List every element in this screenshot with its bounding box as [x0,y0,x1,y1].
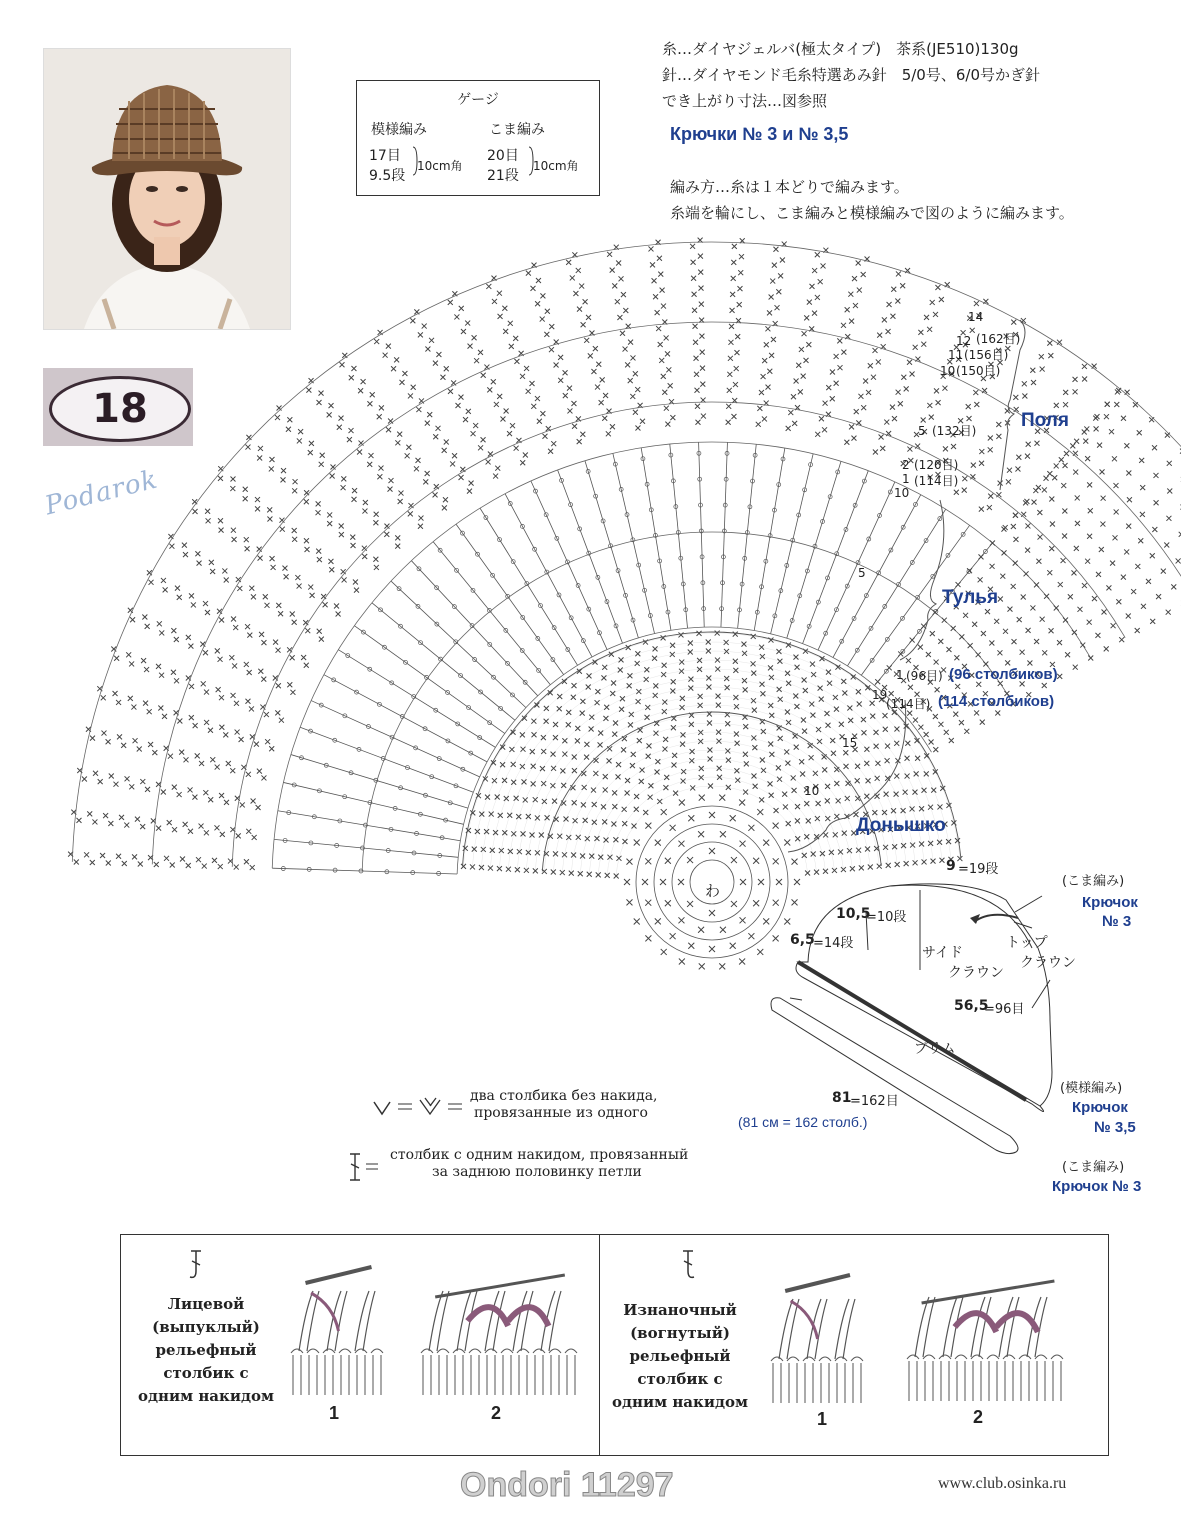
method-line2: 糸端を輪にし、こま編みと模様編みで図のように編みます。 [670,204,1074,222]
size-line: でき上がり寸法…図参照 [662,92,828,110]
dim-81: 81 [832,1090,852,1106]
row-count-5: (132目) [932,424,977,438]
row-count-2: (120目) [914,458,959,472]
label-koma2: (こま編み) [1062,1160,1125,1175]
dim-10-5-rows: =10段 [866,910,907,925]
back-post-step1-illustration [769,1269,877,1409]
gauge-col2-l1: 20目 [487,148,519,164]
pattern-number: 18 [49,376,191,442]
technique-divider [599,1235,600,1455]
crown-row-15: 15 [842,736,858,750]
gauge-col1-l1: 17目 [369,148,401,164]
label-moyo: (模様編み) [1060,1081,1123,1096]
row-label-5b: 5 [858,566,866,580]
section-bottom: Донышко [856,815,946,836]
row-label-11: 11 [948,348,964,362]
back-post-line: столбик с [637,1370,723,1388]
label-side-crown: クラウン [948,965,1004,981]
source-code: Ondori 11297 [460,1466,674,1504]
crown-row-1-ru: (96 столбиков) [949,666,1058,683]
back-step-2: 2 [973,1407,984,1427]
label-hook2: Крючок [1072,1099,1128,1116]
dim-81-ru: (81 см = 162 столб.) [738,1114,868,1130]
row-label-10b: 10 [894,486,910,500]
gauge-col2-unit: 10cm角 [533,159,579,173]
legend-symbol-dc [342,1150,382,1184]
label-top-crown: クラウン [1020,955,1076,971]
watermark: Podarok [42,464,161,522]
gauge-title: ゲージ [457,92,499,108]
front-post-line: (выпуклый) [152,1318,260,1336]
label-side: サイド [922,945,964,961]
dim-6-5: 6,5 [790,932,815,948]
gauge-col2-title: こま編み [489,122,545,138]
dim-9: 9 [946,858,956,874]
back-post-name [605,1299,755,1414]
front-post-name [131,1293,281,1408]
back-post-line: (вогнутый) [630,1324,730,1342]
row-label-5: 5 [918,424,926,438]
label-hook3: Крючок № 3 [1052,1178,1142,1195]
legend-2-line1: столбик с одним накидом, провязанный [390,1147,689,1163]
label-hook1: Крючок [1082,894,1138,911]
legend-1-line2: провязанные из одного [474,1105,648,1121]
back-post-line: Изнаночный [623,1301,737,1319]
back-post-line: одним накидом [611,1393,749,1411]
label-hook2-num: № 3,5 [1094,1119,1136,1136]
hat-shape-diagram [770,860,1070,1210]
row-label-14: 14 [968,310,984,324]
front-post-symbol [185,1247,209,1283]
legend-1-line1: два столбика без накида, [470,1088,658,1104]
front-step-1: 1 [329,1403,340,1423]
label-koma1: (こま編み) [1062,874,1125,889]
row-label-2: 2 [902,458,910,472]
crown-row-10: 10 [804,784,820,798]
row-label-1: 1 [902,472,910,486]
hooks-ru: Крючки № 3 и № 3,5 [670,124,849,144]
label-brim: ブリム [914,1041,956,1057]
section-crown: Тулья [942,587,999,608]
method-line1: 編み方…糸は１本どりで編みます。 [670,178,909,196]
crown-row-19-ru: (114 столбиков) [938,693,1055,710]
dim-10-5: 10,5 [836,906,871,922]
yarn-line: 糸…ダイヤジェルバ(極太タイプ) 茶系(JE510)130g [662,40,1019,58]
back-post-step2-illustration [905,1267,1071,1407]
crown-row-19: 19 [872,688,888,702]
front-post-step2-illustration [419,1267,581,1401]
gauge-col2-l2: 21段 [487,168,519,184]
front-post-line: рельефный [155,1341,257,1359]
label-top: トップ [1006,935,1048,951]
front-post-line: одним накидом [137,1387,275,1405]
front-step-2: 2 [491,1403,502,1423]
row-count-10: (150目) [956,364,1001,378]
dim-56-5-sts: =96目 [984,1002,1025,1017]
section-brim: Поля [1021,410,1069,431]
hook-line: 針…ダイヤモンド毛糸特選あみ針 5/0号、6/0号かぎ針 [662,66,1040,84]
row-label-10: 10 [940,364,956,378]
row-count-11: (156目) [964,348,1009,362]
row-label-12: 12 [956,334,972,348]
dim-9-rows: =19段 [958,862,999,877]
front-post-line: столбик с [163,1364,249,1382]
gauge-col1-unit: 10cm角 [417,159,463,173]
gauge-col1-title: 模様編み [371,122,427,138]
gauge-col1-l2: 9.5段 [369,168,406,184]
crown-row-1: 1 [896,668,904,682]
back-step-1: 1 [817,1409,828,1429]
crown-row-19-count: (114目) [886,697,931,711]
dim-56-5: 56,5 [954,998,989,1014]
back-post-line: рельефный [629,1347,731,1365]
row-count-12: (162目) [976,332,1021,346]
dim-81-sts: =162目 [850,1094,899,1109]
front-post-step1-illustration [289,1261,399,1401]
row-count-1: (114目) [914,474,959,488]
back-post-symbol [677,1247,701,1283]
crown-row-1-count: (96目) [906,669,943,683]
dim-6-5-rows: =14段 [813,936,854,951]
legend-2-line2: за заднюю половинку петли [432,1164,642,1180]
site-url: www.club.osinka.ru [938,1475,1067,1492]
technique-box [120,1234,1109,1456]
front-post-line: Лицевой [167,1295,245,1313]
label-hook1-num: № 3 [1102,913,1132,930]
center-ring-label: わ [705,882,721,900]
